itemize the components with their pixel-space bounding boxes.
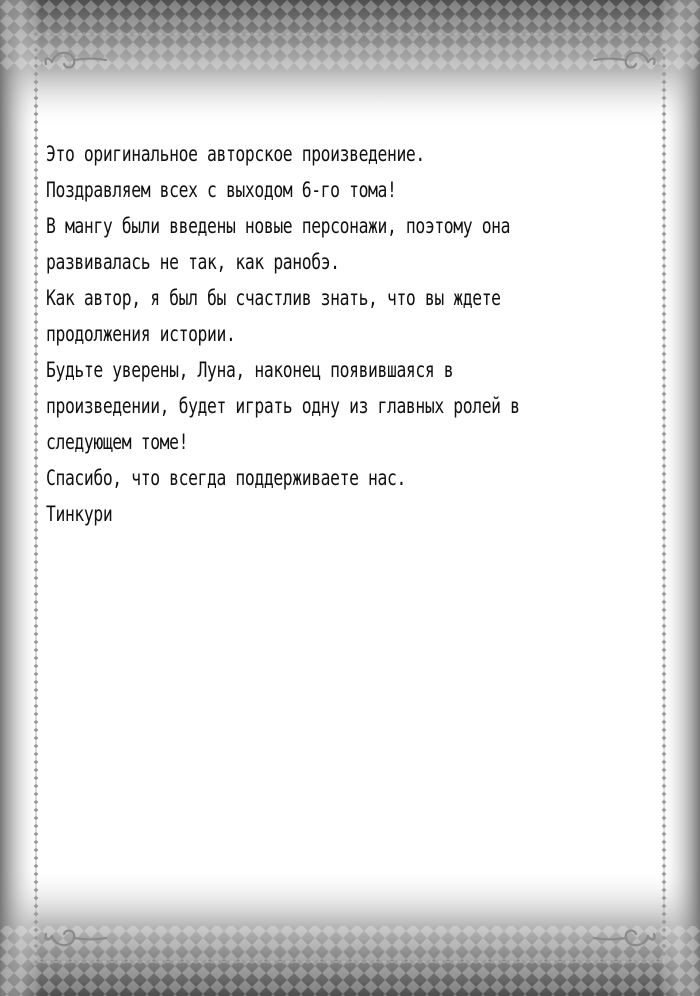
- afterword-line: Спасибо, что всегда поддерживаете нас.: [46, 466, 406, 490]
- afterword-line: следующем томе!: [46, 430, 189, 454]
- afterword-line: Это оригинальное авторское произведение.: [46, 142, 425, 166]
- afterword-line: произведении, будет играть одну из главных ролей в: [46, 394, 520, 418]
- afterword-line: продолжения истории.: [46, 322, 236, 346]
- afterword-line: развивалась не так, как ранобэ.: [46, 250, 340, 274]
- afterword-line: Как автор, я был бы счастлив знать, что вы ждете: [46, 286, 501, 310]
- afterword-line: Будьте уверены, Луна, наконец появившаяся в: [46, 358, 454, 382]
- afterword-text: [46, 136, 636, 532]
- afterword-line: В мангу были введены новые персонажи, поэтому она: [46, 214, 511, 238]
- author-signature: Тинкури: [46, 502, 113, 526]
- afterword-line: Поздравляем всех с выходом 6-го тома!: [46, 178, 397, 202]
